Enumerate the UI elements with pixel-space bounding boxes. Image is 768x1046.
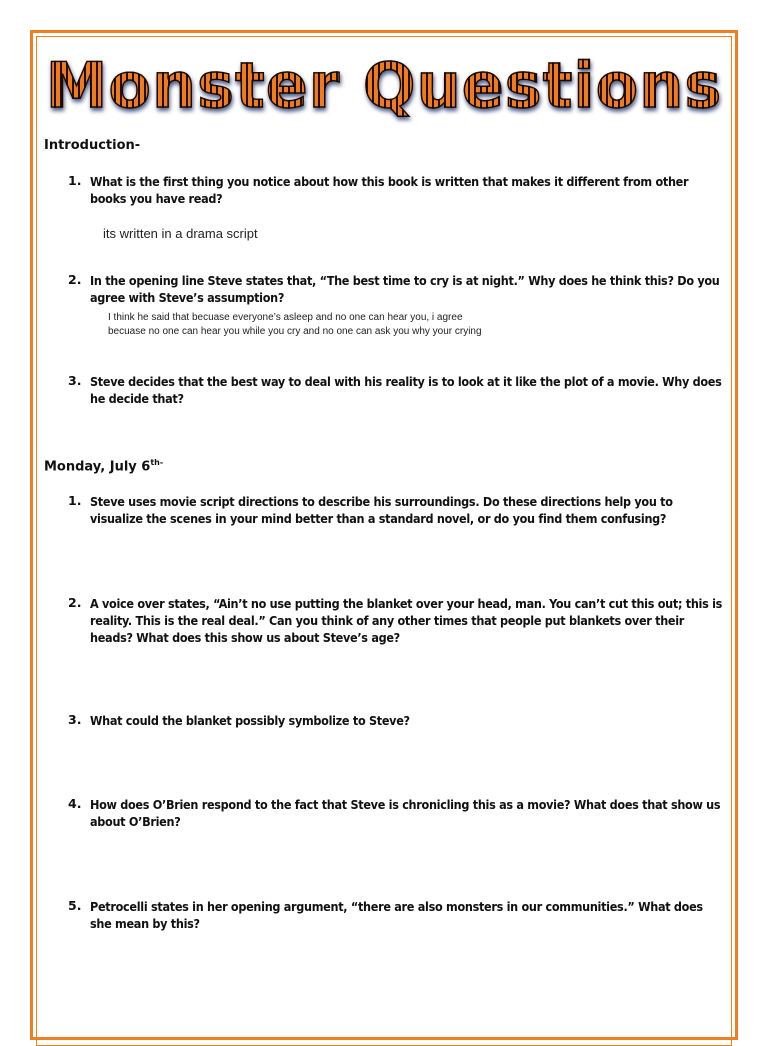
monday-q4-number: 4. (68, 796, 82, 811)
intro-q1-answer: its written in a drama script (103, 226, 258, 241)
monday-q5-text: Petrocelli states in her opening argument, “there are also monsters in our communities.” What does she mean by this? (90, 899, 703, 931)
introduction-heading: Introduction- (44, 138, 141, 153)
monday-q2-text: A voice over states, “Ain’t no use putting the blanket over your head, man. You can’t cut this out; this is reality. This is the real deal.” Can you think of any other times that people put blankets over their heads? What does this show us about Steve’s age? (90, 596, 723, 645)
monday-q3-text: What could the blanket possibly symbolize to Steve? (90, 713, 410, 728)
monday-q1-number: 1. (68, 493, 82, 508)
monday-heading-sup: th- (150, 458, 164, 467)
monday-q5-number: 5. (68, 898, 82, 913)
intro-q1-text: What is the first thing you notice about how this book is written that makes it different from other books you have read? (90, 174, 689, 206)
intro-q3-number: 3. (68, 373, 82, 388)
intro-q1-number: 1. (68, 173, 82, 188)
monday-q2-number: 2. (68, 595, 82, 610)
monday-q4-text: How does O’Brien respond to the fact that Steve is chronicling this as a movie? What does that show us about O’Brien? (90, 797, 721, 829)
monday-heading: Monday, July $6^{th-}$ (44, 458, 164, 475)
monday-q3-number: 3. (68, 712, 82, 727)
intro-q3-text: Steve decides that the best way to deal with his reality is to look at it like the plot of a movie. Why does he decide that? (90, 374, 722, 406)
monday-q1-text: Steve uses movie script directions to describe his surroundings. Do these directions help you to visualize the scenes in your mind better than a standard novel, or do you find them confusing? (90, 494, 673, 526)
intro-q2-text: In the opening line Steve states that, “The best time to cry is at night.” Why does he think this? Do you agree with Steve’s assumption? (90, 273, 720, 305)
intro-q2-answer-line1: I think he said that becuase everyone’s asleep and no one can hear you, i agree (108, 312, 463, 323)
page-title: Monster Questions (0, 46, 768, 126)
intro-q2-answer-line2: becuase no one can hear you while you cry and no one can ask you why your crying (108, 326, 482, 337)
intro-q2-number: 2. (68, 272, 82, 287)
